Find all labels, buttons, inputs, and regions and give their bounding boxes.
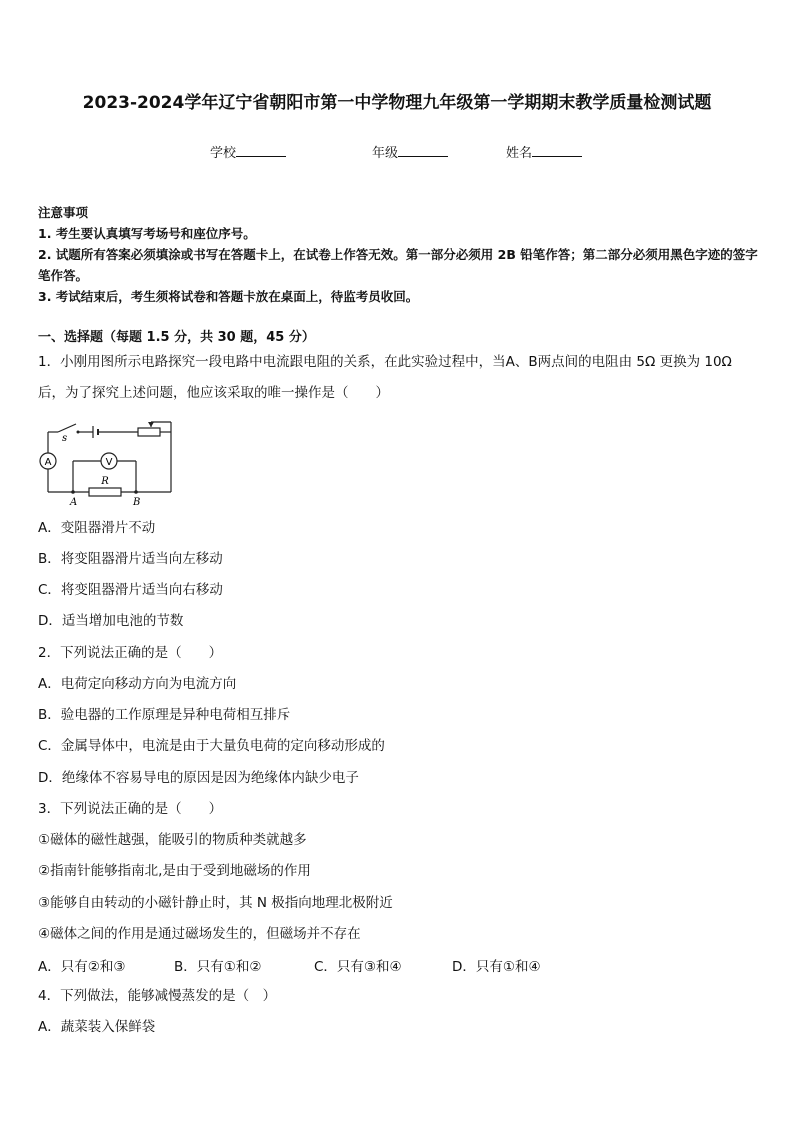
notes-item: 2. 试题所有答案必须填涂或书写在答题卡上，在试卷上作答无效。第一部分必须用 2B 铅笔作答；第二部分必须用黑色字迹的签字笔作答。 — [38, 247, 758, 283]
q2-stem: 2．下列说法正确的是（ ） — [38, 645, 223, 661]
q3-statement: ④磁体之间的作用是通过磁场发生的，但磁场并不存在 — [38, 926, 361, 942]
q1-option: D．适当增加电池的节数 — [38, 613, 184, 629]
notes-heading: 注意事项 — [38, 205, 89, 220]
q3-statement: ①磁体的磁性越强，能吸引的物质种类就越多 — [38, 832, 307, 848]
resistor-label: R — [101, 476, 109, 487]
ammeter-label: A — [44, 457, 52, 468]
school-field — [210, 142, 286, 161]
rheostat-slider-icon — [148, 422, 154, 427]
name-field — [506, 142, 582, 161]
point-b-label: B — [133, 497, 141, 508]
school-blank — [236, 143, 286, 157]
exam-title: 2023-2024学年辽宁省朝阳市第一中学物理九年级第一学期期末教学质量检测试题 — [82, 93, 712, 113]
q2-option: A．电荷定向移动方向为电流方向 — [38, 676, 237, 692]
q1-stem: 1．小刚用图所示电路探究一段电路中电流跟电阻的关系，在此实验过程中，当A、B两点间的电阻由 5Ω 更换为 10Ω 后，为了探究上述问题，他应该采取的唯一操作是（ ） — [38, 354, 732, 401]
name-blank — [532, 143, 582, 157]
q1-option: C．将变阻器滑片适当向右移动 — [38, 582, 223, 598]
point-a-label: A — [70, 497, 78, 508]
voltmeter-label: V — [105, 457, 113, 468]
grade-field — [372, 142, 448, 161]
q4-stem: 4．下列做法，能够减慢蒸发的是（ ） — [38, 988, 277, 1004]
circuit-diagram — [34, 414, 184, 510]
q3-option: B．只有①和② — [174, 959, 262, 975]
school-label: 学校 — [210, 146, 237, 161]
grade-label: 年级 — [372, 146, 399, 161]
student-info-row — [0, 142, 794, 162]
notes-block — [38, 202, 760, 307]
q3-statement: ②指南针能够指南北,是由于受到地磁场的作用 — [38, 863, 311, 879]
name-label: 姓名 — [506, 146, 533, 161]
switch-label: s — [62, 433, 68, 444]
q3-option: C．只有③和④ — [314, 959, 402, 975]
notes-item: 3. 考试结束后，考生须将试卷和答题卡放在桌面上，待监考员收回。 — [38, 289, 419, 304]
q1-option: A．变阻器滑片不动 — [38, 520, 156, 536]
q3-option: D．只有①和④ — [452, 959, 541, 975]
notes-item: 1. 考生要认真填写考场号和座位序号。 — [38, 226, 256, 241]
q1-option: B．将变阻器滑片适当向左移动 — [38, 551, 223, 567]
q4-option: A．蔬菜装入保鲜袋 — [38, 1019, 156, 1035]
q2-option: C．金属导体中，电流是由于大量负电荷的定向移动形成的 — [38, 738, 385, 754]
q3-statement: ③能够自由转动的小磁针静止时，其 N 极指向地理北极附近 — [38, 895, 393, 911]
q3-stem: 3．下列说法正确的是（ ） — [38, 801, 223, 817]
q2-option: B．验电器的工作原理是异种电荷相互排斥 — [38, 707, 291, 723]
q3-option: A．只有②和③ — [38, 959, 126, 975]
section-heading: 一、选择题（每题 1.5 分，共 30 题，45 分） — [38, 330, 315, 345]
q2-option: D．绝缘体不容易导电的原因是因为绝缘体内缺少电子 — [38, 770, 359, 786]
grade-blank — [398, 143, 448, 157]
q3-options-row — [38, 955, 598, 975]
